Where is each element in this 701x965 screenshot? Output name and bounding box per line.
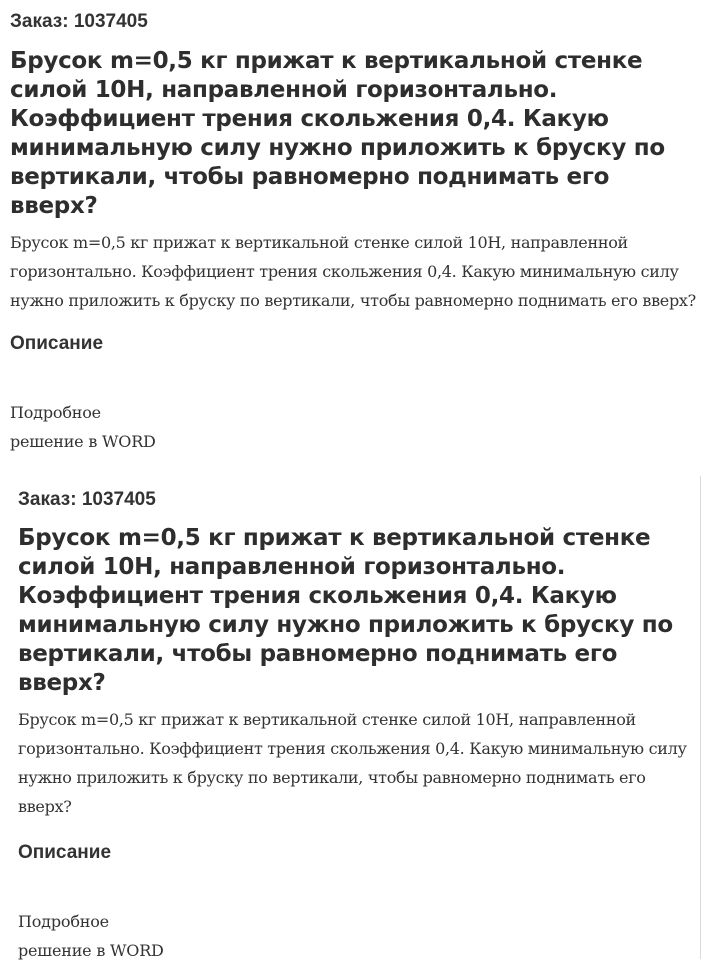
order-block-top bbox=[0, 0, 701, 456]
problem-title: Брусок m=0,5 кг прижат к вертикальной стенке силой 10Н, направленной горизонтально. Коэффициент трения скольжения 0,4. Какую минимальную силу нужно приложить к бруску по вертикали, чтобы равномерно поднимать его вверх? bbox=[10, 48, 665, 219]
solution-note-line2: решение в WORD bbox=[10, 432, 156, 451]
problem-description: Брусок m=0,5 кг прижат к вертикальной стенке силой 10Н, направленной горизонтально. Коэффициент трения скольжения 0,4. Какую минимальную силу нужно приложить к бруску по вертикали, чтобы равномерно поднимать его вверх? bbox=[10, 233, 696, 310]
description-heading: Описание bbox=[10, 333, 104, 354]
solution-note bbox=[10, 398, 701, 456]
order-number: Заказ: 1037405 bbox=[18, 489, 156, 510]
solution-note-line1: Подробное bbox=[10, 403, 101, 422]
order-number: Заказ: 1037405 bbox=[10, 11, 148, 32]
solution-note bbox=[18, 907, 700, 965]
order-block-bottom bbox=[8, 476, 701, 959]
problem-title: Брусок m=0,5 кг прижат к вертикальной стенке силой 10Н, направленной горизонтально. Коэффициент трения скольжения 0,4. Какую минимальную силу нужно приложить к бруску по вертикали, чтобы равномерно поднимать его вверх? bbox=[18, 525, 673, 696]
problem-description: Брусок m=0,5 кг прижат к вертикальной стенке силой 10Н, направленной горизонтально. Коэффициент трения скольжения 0,4. Какую минимальную силу нужно приложить к бруску по вертикали, чтобы равномерно поднимать его вверх? bbox=[18, 710, 687, 816]
description-heading: Описание bbox=[18, 842, 112, 863]
solution-note-line2: решение в WORD bbox=[18, 941, 164, 960]
solution-note-line1: Подробное bbox=[18, 912, 109, 931]
